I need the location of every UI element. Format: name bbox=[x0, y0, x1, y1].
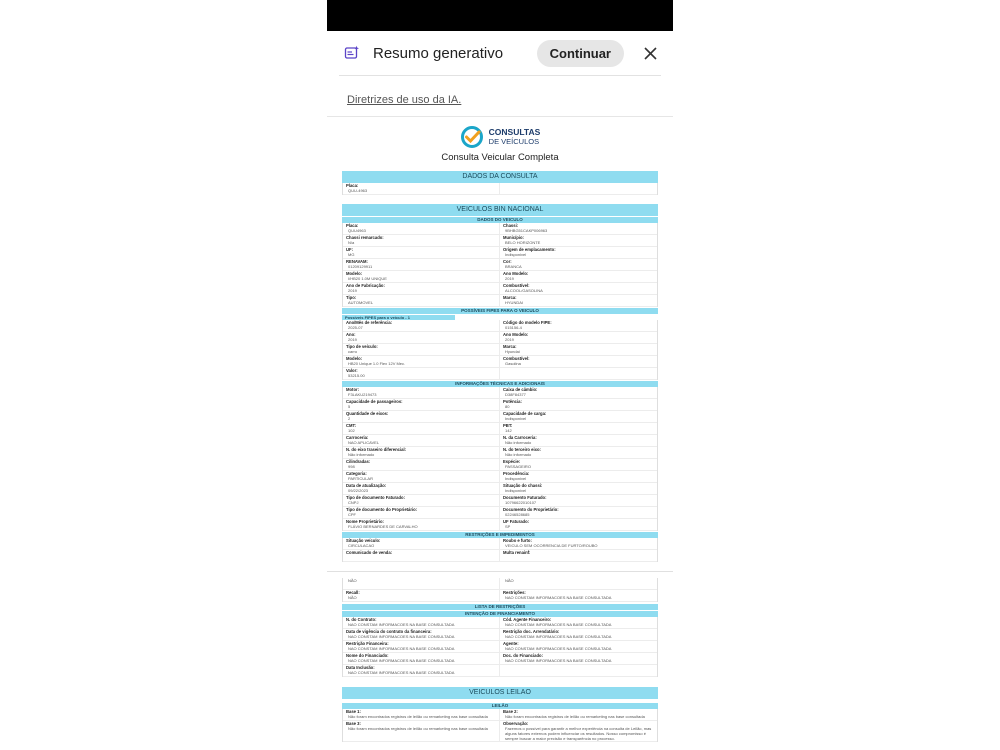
field-label: Situação do chassi: bbox=[503, 483, 543, 488]
field-label: Placa: bbox=[346, 223, 359, 228]
logo-line-2: DE VEÍCULOS bbox=[488, 137, 540, 146]
field-value: Não informado bbox=[348, 452, 375, 457]
field-label: Restrições: bbox=[503, 590, 526, 595]
field-cell bbox=[500, 223, 657, 235]
phone-screen bbox=[327, 0, 673, 750]
subsection-header: POSSÍVEIS FIPES PARA O VEICULO bbox=[342, 308, 658, 314]
field-value: PASSAGEIRO bbox=[505, 464, 531, 469]
field-label: Data Inclusão: bbox=[346, 665, 375, 670]
field-value: 02246528685 bbox=[505, 512, 530, 517]
logo-check-icon bbox=[460, 125, 484, 149]
kv-grid bbox=[342, 387, 658, 531]
field-cell bbox=[343, 387, 500, 399]
field-label: Valor: bbox=[346, 368, 358, 373]
field-value: MG bbox=[348, 252, 355, 257]
field-label: RENAVAM: bbox=[346, 259, 368, 264]
field-label: Espécie: bbox=[503, 459, 521, 464]
field-cell bbox=[500, 590, 657, 602]
field-label: Marca: bbox=[503, 344, 517, 349]
field-cell bbox=[343, 247, 500, 259]
field-value: 2 bbox=[348, 416, 351, 421]
field-value: Indisponivel bbox=[505, 476, 527, 481]
field-value: NAO CONSTAM INFORMACOES NA BASE CONSULTADA bbox=[348, 658, 455, 663]
field-value: NAO CONSTAM INFORMACOES NA BASE CONSULTADA bbox=[348, 670, 455, 675]
field-label: N. do eixo traseiro diferencial: bbox=[346, 447, 407, 452]
field-label: Origem de emplacamento: bbox=[503, 247, 556, 252]
field-label: Ano de Fabricação: bbox=[346, 283, 385, 288]
field-label: Nome do Financiado: bbox=[346, 653, 389, 658]
field-label: CMT: bbox=[346, 423, 357, 428]
field-cell bbox=[500, 483, 657, 495]
field-cell bbox=[343, 368, 500, 380]
field-label: Doc. do Financiado: bbox=[503, 653, 544, 658]
logo bbox=[327, 125, 673, 149]
field-label: Marca: bbox=[503, 295, 517, 300]
field-cell bbox=[343, 435, 500, 447]
sheet-title: Resumo generativo bbox=[373, 44, 504, 62]
field-value: carro bbox=[348, 349, 358, 354]
field-value: NAO CONSTAM INFORMACOES NA BASE CONSULTADA bbox=[505, 595, 612, 600]
field-label: Comunicado de venda: bbox=[346, 550, 393, 555]
section-header: VEICULOS LEILAO bbox=[342, 687, 658, 699]
field-label: Documento do Proprietário: bbox=[503, 507, 559, 512]
section-header: DADOS DA CONSULTA bbox=[342, 171, 658, 183]
field-value: I/HB20 1.0M UNIQUE bbox=[348, 276, 387, 281]
field-label: Ano Modelo: bbox=[503, 332, 529, 337]
field-cell bbox=[500, 368, 657, 380]
field-cell bbox=[500, 423, 657, 435]
field-value: BELO HORIZONTE bbox=[505, 240, 541, 245]
field-value: NAO CONSTAM INFORMACOES NA BASE CONSULTADA bbox=[505, 658, 612, 663]
field-label: Tipo de veículo: bbox=[346, 344, 378, 349]
field-cell bbox=[343, 332, 500, 344]
field-label: Motor: bbox=[346, 387, 360, 392]
field-label: Data de atualização: bbox=[346, 483, 387, 488]
field-label: Ano Modelo: bbox=[503, 271, 529, 276]
field-label: Documento Faturado: bbox=[503, 495, 547, 500]
close-icon[interactable] bbox=[639, 42, 661, 64]
field-value: PARTICULAR bbox=[348, 476, 373, 481]
field-value: Gasolina bbox=[505, 361, 521, 366]
kv-grid bbox=[342, 183, 658, 195]
field-value: 102 bbox=[348, 428, 355, 433]
field-cell bbox=[500, 653, 657, 665]
field-value: 9BHBG51CAKP006963 bbox=[505, 228, 548, 233]
field-cell bbox=[500, 411, 657, 423]
field-value: NAO CONSTAM INFORMACOES NA BASE CONSULTADA bbox=[505, 622, 612, 627]
field-label: Combustível: bbox=[503, 283, 530, 288]
field-value: Não foram encontrados registros de leilão ou remarketing nas base consultada bbox=[348, 714, 488, 719]
kv-grid bbox=[342, 709, 658, 742]
field-label: Base 1: bbox=[346, 709, 361, 714]
field-label: Cilindradas: bbox=[346, 459, 371, 464]
field-label: Roubo e furto: bbox=[503, 538, 532, 543]
field-label: Combustível: bbox=[503, 356, 530, 361]
field-value: HYUNDAI bbox=[505, 300, 524, 305]
field-value: 142 bbox=[505, 428, 512, 433]
field-value: Não foram encontrados registros de leilão ou remarketing nas base consultada bbox=[348, 726, 488, 731]
field-cell bbox=[343, 507, 500, 519]
field-label: Município: bbox=[503, 235, 524, 240]
field-value: NAO CONSTAM INFORMACOES NA BASE CONSULTADA bbox=[348, 646, 455, 651]
ai-guidelines-link[interactable]: Diretrizes de uso da IA. bbox=[347, 94, 462, 106]
field-value: QUU-4963 bbox=[348, 188, 368, 193]
field-cell bbox=[343, 295, 500, 307]
page-break-line bbox=[327, 571, 673, 572]
field-value: N/a bbox=[348, 240, 355, 245]
subsection-header: INFORMAÇÕES TÉCNICAS E ADICIONAIS bbox=[342, 381, 658, 387]
field-label: Tipo de documento do Proprietário: bbox=[346, 507, 418, 512]
field-label: Recall: bbox=[346, 590, 360, 595]
field-cell bbox=[500, 617, 657, 629]
field-label: Chassi remarcado: bbox=[346, 235, 384, 240]
field-value: NÃO bbox=[348, 595, 357, 600]
section-header: VEICULOS BIN NACIONAL bbox=[342, 204, 658, 216]
field-label: N. do terceiro eixo: bbox=[503, 447, 541, 452]
kv-grid bbox=[342, 538, 658, 562]
field-cell bbox=[500, 247, 657, 259]
kv-grid bbox=[342, 223, 658, 307]
field-label: PBT: bbox=[503, 423, 513, 428]
field-label: UF Faturado: bbox=[503, 519, 530, 524]
field-cell bbox=[343, 459, 500, 471]
field-label: Código do modelo FIPE: bbox=[503, 320, 552, 325]
field-label: Carroceria: bbox=[346, 435, 369, 440]
field-value: 5 bbox=[348, 404, 351, 409]
field-cell bbox=[500, 641, 657, 653]
field-value: Não informado bbox=[505, 440, 532, 445]
field-cell bbox=[500, 578, 657, 590]
status-bar bbox=[327, 0, 673, 31]
field-cell bbox=[500, 332, 657, 344]
field-cell bbox=[343, 471, 500, 483]
field-cell bbox=[343, 271, 500, 283]
subsection-header: INTENÇÃO DE FINANCIAMENTO bbox=[342, 611, 658, 617]
field-value: VEICULO SEM OCORRENCIA DE FURTO/ROUBO bbox=[505, 543, 598, 548]
field-value: Indisponivel bbox=[505, 416, 527, 421]
field-cell bbox=[343, 483, 500, 495]
field-cell bbox=[500, 259, 657, 271]
field-value: QUU4963 bbox=[348, 228, 366, 233]
kv-grid bbox=[342, 578, 658, 602]
field-label: Categoria: bbox=[346, 471, 367, 476]
field-cell bbox=[500, 665, 657, 677]
field-cell bbox=[500, 283, 657, 295]
field-cell bbox=[343, 183, 500, 195]
field-cell bbox=[343, 578, 500, 590]
field-value: Fazemos o possível para garantir a melhor experiência na consulta de Leilão, mas alguns fatores externos podem influenciar os resultados. Nosso compromisso é sempre buscar a maior precisão e transparência no processo. bbox=[505, 726, 652, 741]
field-value: CPF bbox=[348, 512, 356, 517]
sheet-header bbox=[327, 31, 673, 75]
fipe-tab-label: Possíveis FIPES para o veículo - 1 bbox=[342, 315, 455, 320]
field-value: 01209129911 bbox=[348, 264, 373, 269]
field-label: Nome Proprietário: bbox=[346, 519, 384, 524]
field-value: ALCOOL/GASOLINA bbox=[505, 288, 543, 293]
field-label: UF: bbox=[346, 247, 353, 252]
field-label: Quantidade de eixos: bbox=[346, 411, 389, 416]
field-cell bbox=[500, 271, 657, 283]
field-cell bbox=[500, 435, 657, 447]
field-cell bbox=[343, 283, 500, 295]
field-cell bbox=[500, 235, 657, 247]
field-cell bbox=[500, 459, 657, 471]
field-cell bbox=[343, 259, 500, 271]
field-label: Potência: bbox=[503, 399, 522, 404]
field-label: Cor: bbox=[503, 259, 512, 264]
field-cell bbox=[500, 629, 657, 641]
field-value: 2019 bbox=[505, 276, 514, 281]
kv-grid bbox=[342, 320, 658, 380]
field-cell bbox=[343, 641, 500, 653]
field-value: Não informado bbox=[505, 452, 532, 457]
field-value: 998 bbox=[348, 464, 355, 469]
field-value: NAO CONSTAM INFORMACOES NA BASE CONSULTADA bbox=[505, 646, 612, 651]
document-content bbox=[342, 171, 658, 742]
field-label: N. da Carroceria: bbox=[503, 435, 537, 440]
field-cell bbox=[343, 629, 500, 641]
field-cell bbox=[500, 356, 657, 368]
field-cell bbox=[343, 411, 500, 423]
subsection-header: DADOS DO VEICULO bbox=[342, 217, 658, 223]
field-value: Não foram encontrados registros de leilão ou remarketing nas base consultada bbox=[505, 714, 645, 719]
field-value: 015156-4 bbox=[505, 325, 522, 330]
field-value: NÃO bbox=[505, 578, 514, 583]
field-cell bbox=[343, 721, 500, 742]
field-value: 53215.00 bbox=[348, 373, 365, 378]
field-cell bbox=[500, 495, 657, 507]
field-cell bbox=[343, 235, 500, 247]
field-label: Ano: bbox=[346, 332, 356, 337]
field-value: BRANCA bbox=[505, 264, 522, 269]
field-cell bbox=[500, 320, 657, 332]
field-label: Cód. Agente Financeiro: bbox=[503, 617, 552, 622]
field-label: Placa: bbox=[346, 183, 359, 188]
field-cell bbox=[343, 399, 500, 411]
field-cell bbox=[343, 550, 500, 562]
kv-grid bbox=[342, 617, 658, 677]
field-value: 10796622010107 bbox=[505, 500, 537, 505]
field-cell bbox=[343, 495, 500, 507]
field-label: Base 3: bbox=[346, 721, 361, 726]
field-label: N. do Contrato: bbox=[346, 617, 377, 622]
field-value: F3LAKU219473 bbox=[348, 392, 377, 397]
field-cell bbox=[500, 295, 657, 307]
field-value: SP bbox=[505, 524, 511, 529]
field-cell bbox=[343, 617, 500, 629]
field-cell bbox=[500, 538, 657, 550]
field-label: Capacidade de passageiros: bbox=[346, 399, 403, 404]
pdf-document[interactable] bbox=[327, 116, 673, 750]
field-value: CNPJ bbox=[348, 500, 359, 505]
field-value: NAO CONSTAM INFORMACOES NA BASE CONSULTADA bbox=[505, 634, 612, 639]
logo-line-1: CONSULTAS bbox=[488, 127, 541, 137]
field-cell bbox=[500, 447, 657, 459]
field-value: AUTOMOVEL bbox=[348, 300, 374, 305]
field-label: Multa renainf: bbox=[503, 550, 531, 555]
field-label: Modelo: bbox=[346, 271, 363, 276]
field-cell bbox=[500, 507, 657, 519]
field-label: Observação: bbox=[503, 721, 529, 726]
ai-summary-icon bbox=[344, 45, 360, 61]
field-value: 2025-07 bbox=[348, 325, 363, 330]
field-cell bbox=[500, 709, 657, 721]
field-value: 2019 bbox=[348, 337, 357, 342]
field-cell bbox=[343, 590, 500, 602]
field-value: 2019 bbox=[505, 337, 514, 342]
field-value: CIRCULACAO bbox=[348, 543, 375, 548]
field-label: Capacidade de carga: bbox=[503, 411, 547, 416]
field-label: Modelo: bbox=[346, 356, 363, 361]
field-cell bbox=[343, 653, 500, 665]
field-label: Ano/Mês de referência: bbox=[346, 320, 393, 325]
field-value: Indisponivel bbox=[505, 488, 527, 493]
field-cell bbox=[343, 538, 500, 550]
field-cell bbox=[343, 356, 500, 368]
field-label: Restrição Financeira: bbox=[346, 641, 389, 646]
field-cell bbox=[500, 183, 657, 195]
field-value: 80 bbox=[505, 404, 510, 409]
field-label: Caixa de câmbio: bbox=[503, 387, 538, 392]
field-cell bbox=[343, 709, 500, 721]
field-value: Indisponivel bbox=[505, 252, 527, 257]
document-title: Consulta Veicular Completa bbox=[441, 152, 559, 163]
field-value: HB20 Unique 1.0 Flex 12V Mec. bbox=[348, 361, 406, 366]
field-label: Base 2: bbox=[503, 709, 518, 714]
field-label: Tipo: bbox=[346, 295, 357, 300]
field-label: Agente: bbox=[503, 641, 519, 646]
field-cell bbox=[343, 447, 500, 459]
field-cell bbox=[343, 665, 500, 677]
field-cell bbox=[343, 344, 500, 356]
field-value: NÃO bbox=[348, 578, 357, 583]
field-label: Data de vigência do contrato da financeira: bbox=[346, 629, 432, 634]
field-label: Tipo de documento Faturado: bbox=[346, 495, 406, 500]
guidelines-row bbox=[327, 76, 673, 116]
field-value: NAO CONSTAM INFORMACOES NA BASE CONSULTADA bbox=[348, 634, 455, 639]
field-value: NAO CONSTAM INFORMACOES NA BASE CONSULTADA bbox=[348, 622, 455, 627]
field-cell bbox=[343, 223, 500, 235]
field-cell bbox=[343, 320, 500, 332]
field-value: D38F84377 bbox=[505, 392, 526, 397]
field-value: FLÁVIO BERNARDES DE CARVALHO bbox=[348, 524, 418, 529]
field-cell bbox=[500, 471, 657, 483]
subsection-header: LISTA DE RESTRIÇÕES bbox=[342, 604, 658, 610]
continue-button[interactable]: Continuar bbox=[537, 40, 624, 67]
field-value: Hyundai bbox=[505, 349, 520, 354]
subsection-header: RESTRIÇÕES E IMPEDIMENTOS bbox=[342, 532, 658, 538]
field-label: Procedência: bbox=[503, 471, 530, 476]
field-cell bbox=[500, 550, 657, 562]
field-cell bbox=[343, 519, 500, 531]
field-cell bbox=[500, 519, 657, 531]
field-value: 09/22/2023 bbox=[348, 488, 369, 493]
field-cell bbox=[343, 423, 500, 435]
field-value: 2019 bbox=[348, 288, 357, 293]
field-cell bbox=[500, 399, 657, 411]
subsection-header: LEILÃO bbox=[342, 703, 658, 709]
field-cell bbox=[500, 344, 657, 356]
field-label: Chassi: bbox=[503, 223, 519, 228]
field-label: Restrição doc. Arrendatário: bbox=[503, 629, 560, 634]
field-cell bbox=[500, 721, 657, 742]
field-label: Situação veículo: bbox=[346, 538, 381, 543]
field-cell bbox=[500, 387, 657, 399]
field-value: NAO APLICAVEL bbox=[348, 440, 380, 445]
